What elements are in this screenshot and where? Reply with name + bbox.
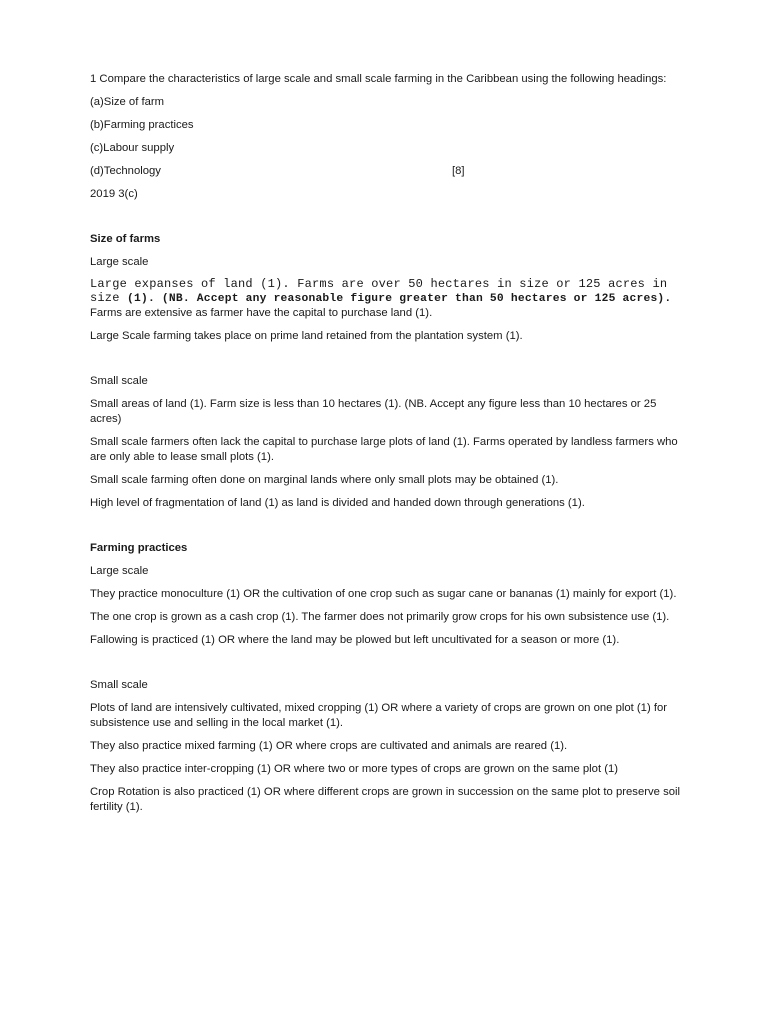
size-large-mono-note: (1). (NB. Accept any reasonable figure greater than 50 hectares or 125 acres). <box>127 293 672 305</box>
practices-large-scale-label: Large scale <box>90 565 149 577</box>
size-small-point: Small scale farming often done on marginal lands where only small plots may be obtained (1). <box>90 474 559 486</box>
size-small-scale-label: Small scale <box>90 375 148 387</box>
size-large-mono-text: Large expanses of land (1). Farms are over 50 hectares in size or 125 acres in size <box>90 277 668 305</box>
question-reference: 2019 3(c) <box>90 188 138 200</box>
size-small-point: High level of fragmentation of land (1) as land is divided and handed down through generations (1). <box>90 497 585 509</box>
size-large-mono-paragraph <box>90 278 686 306</box>
section-heading-farming-practices: Farming practices <box>90 542 188 554</box>
question-item-b: (b)Farming practices <box>90 119 194 131</box>
section-heading-size-of-farms: Size of farms <box>90 233 161 245</box>
size-large-point: Large Scale farming takes place on prime land retained from the plantation system (1). <box>90 330 523 342</box>
practices-large-point: The one crop is grown as a cash crop (1). The farmer does not primarily grow crops for his own subsistence use (1). <box>90 611 670 623</box>
practices-small-scale-label: Small scale <box>90 679 148 691</box>
question-marks: [8] <box>452 165 465 177</box>
size-large-scale-label: Large scale <box>90 256 149 268</box>
practices-large-point: Fallowing is practiced (1) OR where the land may be plowed but left uncultivated for a season or more (1). <box>90 634 620 646</box>
practices-small-point: They also practice mixed farming (1) OR where crops are cultivated and animals are reared (1). <box>90 740 568 752</box>
size-large-point: Farms are extensive as farmer have the capital to purchase land (1). <box>90 307 433 319</box>
size-small-point: Small scale farmers often lack the capital to purchase large plots of land (1). Farms operated by landless farmers who are only able to lease small plots (1). <box>90 436 678 463</box>
question-item-c: (c)Labour supply <box>90 142 175 154</box>
question-intro: 1 Compare the characteristics of large scale and small scale farming in the Caribbean using the following headings: <box>90 73 667 85</box>
question-item-a: (a)Size of farm <box>90 96 165 108</box>
size-small-point: Small areas of land (1). Farm size is less than 10 hectares (1). (NB. Accept any figure less than 10 hectares or 25 acres) <box>90 398 657 425</box>
document-page <box>90 72 686 815</box>
question-item-d-line <box>90 164 686 179</box>
practices-small-point: They also practice inter-cropping (1) OR where two or more types of crops are grown on the same plot (1) <box>90 763 619 775</box>
practices-small-point: Crop Rotation is also practiced (1) OR where different crops are grown in succession on the same plot to preserve soil fertility (1). <box>90 786 681 813</box>
practices-small-point: Plots of land are intensively cultivated, mixed cropping (1) OR where a variety of crops are grown on one plot (1) for subsistence use and selling in the local market (1). <box>90 702 668 729</box>
practices-large-point: They practice monoculture (1) OR the cultivation of one crop such as sugar cane or bananas (1) mainly for export (1). <box>90 588 677 600</box>
question-item-d: (d)Technology <box>90 165 161 177</box>
